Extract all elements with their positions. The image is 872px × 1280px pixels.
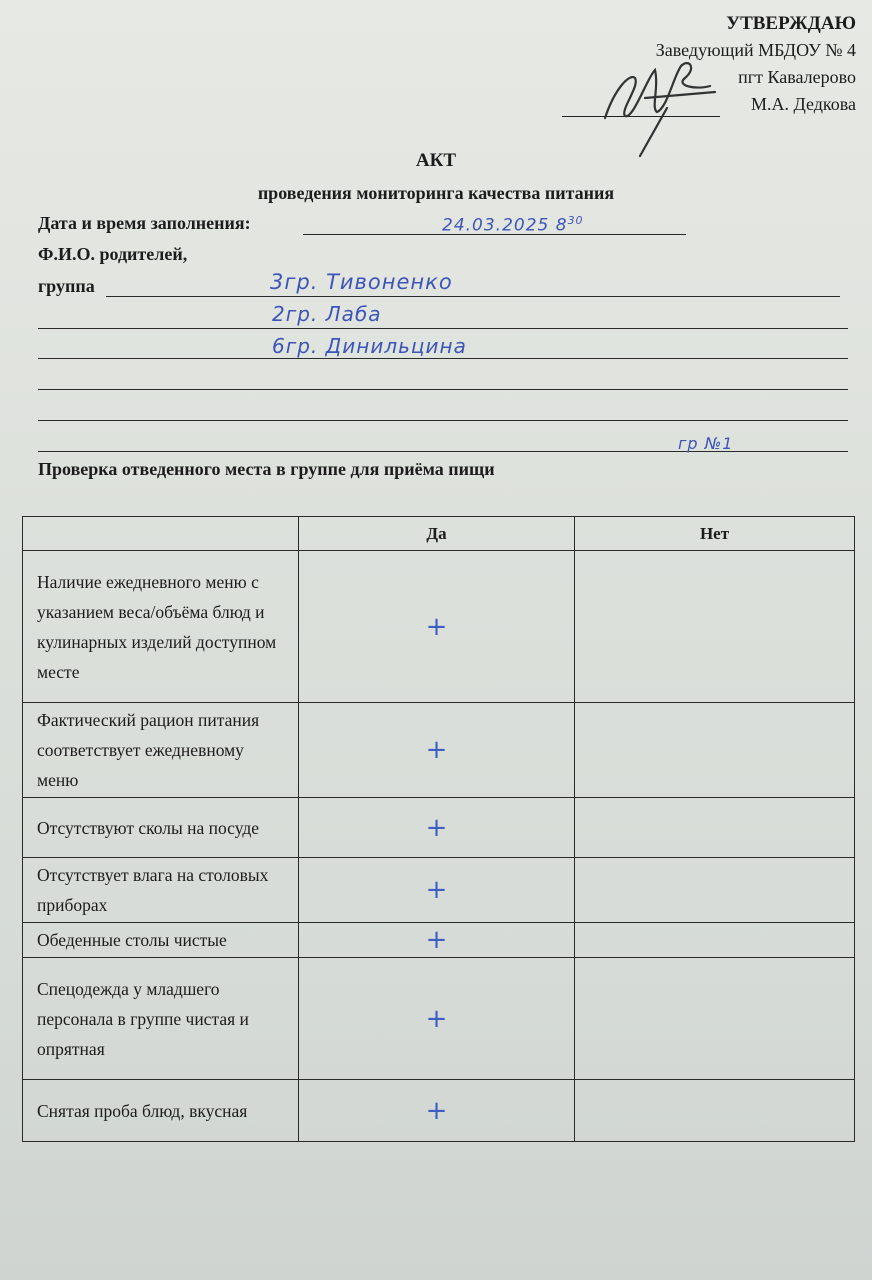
header-no: Нет — [575, 517, 855, 551]
section-title: Проверка отведенного места в группе для приёма пищи — [38, 459, 495, 479]
criterion-label: Отсутствует влага на столовых приборах — [23, 858, 299, 923]
document-subtitle: проведения мониторинга качества питания — [257, 183, 615, 203]
approval-name: М.А. Дедкова — [751, 94, 856, 114]
table-row — [23, 703, 855, 798]
table-row — [23, 1080, 855, 1142]
yes-mark: + — [299, 551, 575, 703]
no-mark — [575, 858, 855, 923]
yes-mark: + — [299, 798, 575, 858]
table-row — [23, 551, 855, 703]
no-mark — [575, 798, 855, 858]
table-header-row — [23, 517, 855, 551]
datetime-value: 24.03.2025 $8^{30}$ — [442, 214, 584, 236]
criterion-label: Отсутствуют сколы на посуде — [23, 798, 299, 858]
yes-mark: + — [299, 1080, 575, 1142]
no-mark — [575, 1080, 855, 1142]
datetime-sup: 30 — [567, 214, 584, 227]
entry-line-3 — [38, 358, 848, 359]
yes-mark: + — [299, 703, 575, 798]
table-row — [23, 958, 855, 1080]
no-mark — [575, 923, 855, 958]
parents-label: Ф.И.О. родителей, — [38, 244, 188, 264]
table-row — [23, 798, 855, 858]
document-title: АКТ — [415, 150, 457, 171]
yes-mark: + — [299, 958, 575, 1080]
criterion-label: Снятая проба блюд, вкусная — [23, 1080, 299, 1142]
entry-line-1 — [106, 296, 840, 297]
checklist-table — [22, 516, 855, 1142]
entry-line-5 — [38, 420, 848, 421]
entry-line-2 — [38, 328, 848, 329]
no-mark — [575, 551, 855, 703]
entry-3: 6гр. Динильцина — [272, 334, 467, 358]
handwritten-signature — [585, 48, 735, 158]
group-label: группа — [38, 276, 95, 296]
approval-place: пгт Кавалерово — [738, 67, 856, 87]
criterion-label: Спецодежда у младшего персонала в группе чистая и опрятная — [23, 958, 299, 1080]
group-note: гр №1 — [678, 434, 734, 453]
approval-title: УТВЕРЖДАЮ — [726, 13, 856, 34]
entry-line-4 — [38, 389, 848, 390]
header-yes: Да — [299, 517, 575, 551]
entry-2: 2гр. Лаба — [272, 302, 382, 326]
entry-1: 3гр. Тивоненко — [270, 270, 453, 294]
criterion-label: Наличие ежедневного меню с указанием веса/объёма блюд и кулинарных изделий доступном месте — [23, 551, 299, 703]
yes-mark: + — [299, 858, 575, 923]
approval-position: Заведующий МБДОУ № 4 — [655, 40, 856, 60]
criterion-label: Обеденные столы чистые — [23, 923, 299, 958]
datetime-label: Дата и время заполнения: — [38, 213, 251, 233]
header-criterion — [23, 517, 299, 551]
no-mark — [575, 703, 855, 798]
table-row — [23, 923, 855, 958]
criterion-label: Фактический рацион питания соответствует ежедневному меню — [23, 703, 299, 798]
table-row — [23, 858, 855, 923]
no-mark — [575, 958, 855, 1080]
yes-mark: + — [299, 923, 575, 958]
